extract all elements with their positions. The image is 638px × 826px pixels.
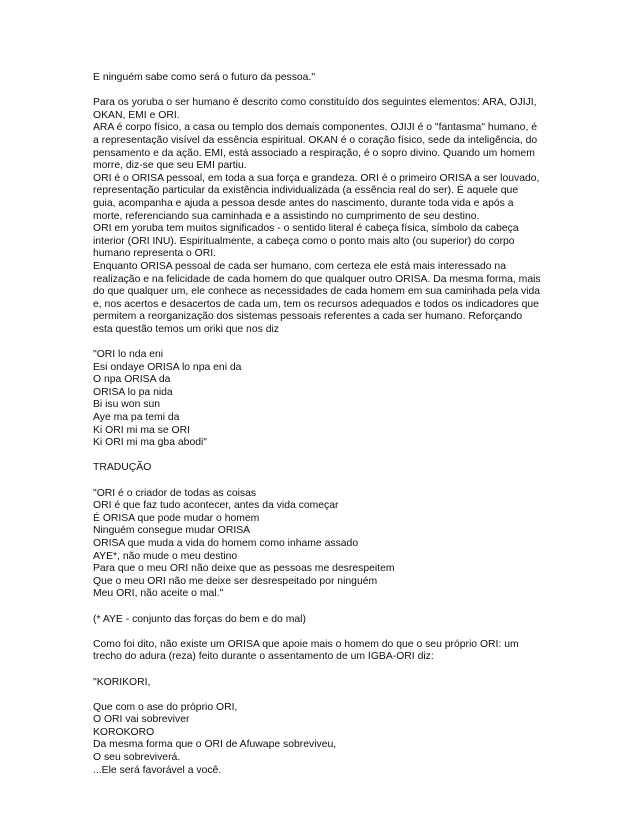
text-line: AYE*, não mude o meu destino [93, 550, 238, 562]
text-line: Que o meu ORI não me deixe ser desrespeitado por ninguém [93, 575, 378, 587]
text-line: Ninguém consegue mudar ORISA [93, 525, 251, 537]
text-line: realização e na felicidade de cada homem do que qualquer outro ORISA. Da mesma forma, mais [93, 273, 541, 285]
text-line: Aye ma pa temi da [93, 412, 180, 424]
text-line: Como foi dito, não existe um ORISA que apoie mais o homem do que o seu próprio ORI: um [93, 638, 519, 650]
text-line: KOROKORO [93, 726, 155, 738]
text-line: ORI em yoruba tem muitos significados - o sentido literal é cabeça física, símbolo da cabeça [93, 223, 519, 235]
text-line: guia, acompanha e ajuda a pessoa desde antes do nascimento, durante toda vida e após a [93, 197, 514, 209]
paragraph [93, 614, 553, 627]
text-line: Para os yoruba o ser humano é descrito como constituído dos seguintes elementos: ARA, OJIJI, [93, 97, 537, 109]
paragraph [93, 677, 553, 690]
text-line: "ORI é o criador de todas as coisas [93, 487, 257, 499]
text-line: ORI é o ORISA pessoal, em toda a sua força e grandeza. ORI é o primeiro ORISA a ser louvado, [93, 172, 540, 184]
text-line: permitem a reorganização dos sistemas pessoais referentes a cada ser humano. Reforçando [93, 311, 523, 323]
text-line: TRADUÇÃO [93, 462, 152, 474]
text-line: É ORISA que pode mudar o homem [93, 512, 260, 524]
text-line: ORISA que muda a vida do homem como inhame assado [93, 537, 359, 549]
text-line: Ki ORI mi ma gba abodi" [93, 437, 207, 449]
paragraph-gap [93, 475, 553, 488]
text-line: O seu sobreviverá. [93, 752, 181, 764]
text-line: OKAN, EMI e ORI. [93, 109, 180, 121]
text-line: do que qualquer um, ele conhece as necessidades de cada homem em sua caminhada pela vida [93, 286, 541, 298]
text-line: Da mesma forma que o ORI de Afuwape sobreviveu, [93, 739, 337, 751]
text-line: Enquanto ORISA pessoal de cada ser humano, com certeza ele está mais interessado na [93, 260, 506, 272]
text-line: Esi ondaye ORISA lo npa eni da [93, 361, 242, 373]
text-line: "ORI lo nda eni [93, 349, 164, 361]
text-line: Meu ORI, não aceite o mal." [93, 588, 224, 600]
text-line: morre, diz-se que seu EMI partiu. [93, 160, 247, 172]
document-page [93, 72, 553, 777]
text-line: Bi isu won sun [93, 399, 160, 411]
paragraph [93, 639, 553, 664]
paragraph [93, 72, 553, 85]
text-line: Ki ORI mi ma se ORI [93, 424, 190, 436]
paragraph [93, 702, 553, 778]
text-line: a representação visível da essência espiritual. OKAN é o coração físico, sede da inteligência, do [93, 134, 538, 146]
text-line: E ninguém sabe como será o futuro da pessoa." [93, 72, 316, 83]
paragraph [93, 97, 553, 336]
text-line: humano representa o ORI. [93, 248, 217, 260]
text-line: trecho do adura (reza) feito durante o assentamento de um IGBA-ORI diz: [93, 651, 434, 663]
paragraph-gap [93, 601, 553, 614]
paragraph-gap [93, 336, 553, 349]
text-line: Para que o meu ORI não deixe que as pessoas me desrespeitem [93, 563, 395, 575]
text-line: ORISA lo pa nida [93, 386, 173, 398]
paragraph-gap [93, 664, 553, 677]
paragraph-gap [93, 626, 553, 639]
text-line: (* AYE - conjunto das forças do bem e do mal) [93, 613, 306, 625]
text-line: morte, referenciando sua caminhada e a assistindo no cumprimento de seu destino. [93, 210, 480, 222]
text-line: Que com o ase do próprio ORI, [93, 701, 238, 713]
text-line: ARA é corpo físico, a casa ou templo dos demais componentes. OJIJI é o "fantasma" humano, é [93, 122, 538, 134]
paragraph [93, 349, 553, 450]
text-line: e, nos acertos e desacertos de cada um, tem os recursos adequados e todos os indicadores que [93, 298, 539, 310]
text-line: ORI é que faz tudo acontecer, antes da vida começar [93, 500, 339, 512]
paragraph [93, 488, 553, 601]
text-line: ...Ele será favorável a você. [93, 764, 222, 776]
text-line: representação particular da existência individualizada (a essência real do ser). É aquele que [93, 185, 519, 197]
text-line: "KORIKORI, [93, 676, 151, 688]
text-line: pensamento e da ação. EMI, está associado a respiração, é o sopro divino. Quando um homem [93, 147, 535, 159]
paragraph [93, 462, 553, 475]
paragraph-gap [93, 450, 553, 463]
text-line: interior (ORI INU). Espiritualmente, a cabeça como o ponto mais alto (ou superior) do corpo [93, 235, 515, 247]
text-line: esta questão temos um oriki que nos diz [93, 323, 279, 335]
paragraph-gap [93, 85, 553, 98]
text-line: O ORI vai sobreviver [93, 714, 190, 726]
paragraph-gap [93, 689, 553, 702]
text-line: O npa ORISA da [93, 374, 171, 386]
